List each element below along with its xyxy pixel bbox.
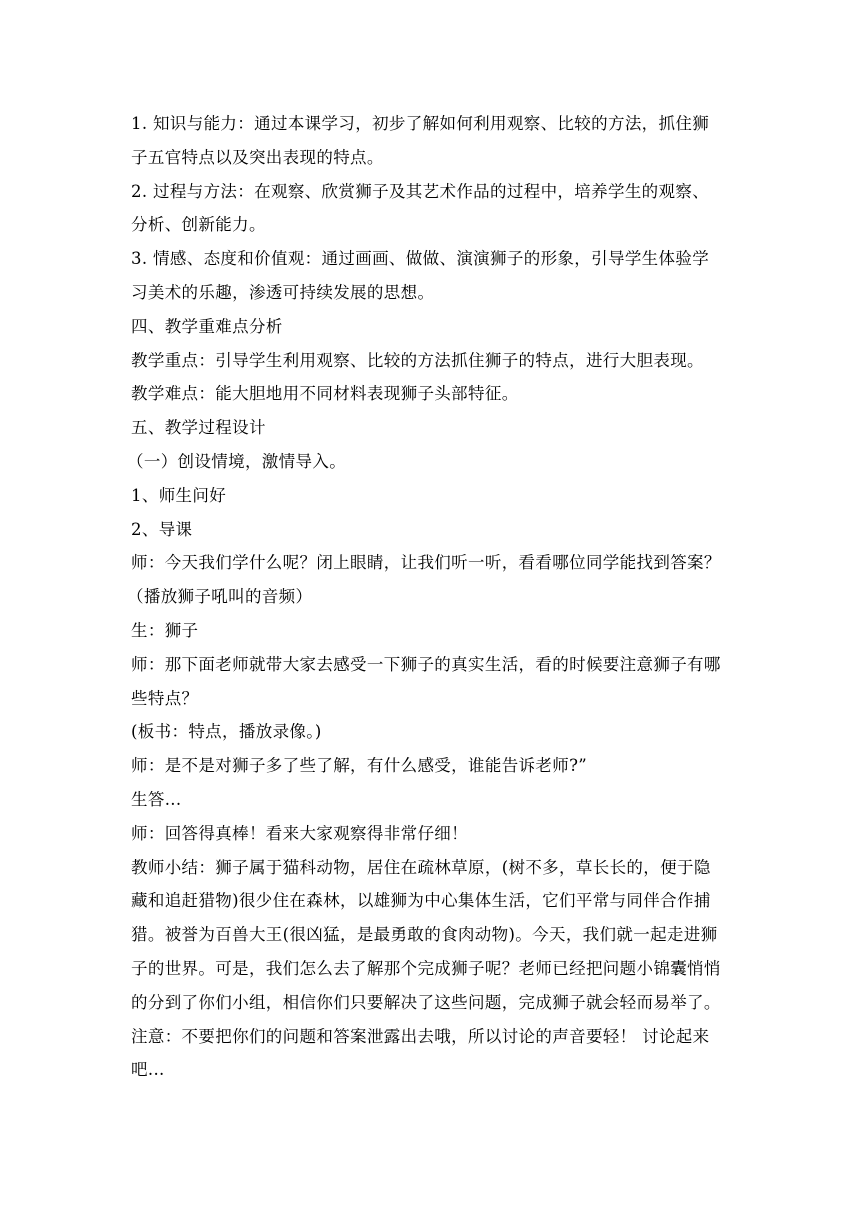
- text-line: 2、导课: [131, 519, 193, 539]
- section-heading: 四、教学重难点分析: [131, 316, 283, 336]
- text-line: 生答...: [131, 789, 182, 809]
- text-line: 3. 情感、态度和价值观：通过画画、做做、演演狮子的形象，引导学生体验学: [131, 249, 710, 269]
- text-line: 些特点？: [131, 688, 199, 708]
- text-line: 1. 知识与能力：通过本课学习，初步了解如何利用观察、比较的方法，抓住狮: [131, 114, 710, 133]
- section-heading: 五、教学过程设计: [131, 418, 266, 438]
- text-line: 教师小结：狮子属于猫科动物，居住在疏林草原，(树不多，草长长的，便于隐: [131, 857, 711, 877]
- text-line: 猎。被誉为百兽大王(很凶猛，是最勇敢的食肉动物)。今天，我们就一起走进狮: [131, 925, 718, 945]
- text-line: 教学难点：能大胆地用不同材料表现狮子头部特征。: [131, 384, 519, 404]
- text-line: 师：是不是对狮子多了些了解，有什么感受，谁能告诉老师?”: [131, 756, 588, 776]
- text-line: 师：那下面老师就带大家去感受一下狮子的真实生活，看的时候要注意狮子有哪: [131, 654, 721, 674]
- text-line: 教学重点：引导学生利用观察、比较的方法抓住狮子的特点，进行大胆表现。: [131, 350, 704, 370]
- text-line: （播放狮子吼叫的音频）: [127, 587, 313, 607]
- text-line: 的分到了你们小组，相信你们只要解决了这些问题，完成狮子就会轻而易举了。: [131, 992, 721, 1012]
- text-line: 吧...: [131, 1060, 165, 1080]
- text-line: 注意：不要把你们的问题和答案泄露出去哦，所以讨论的声音要轻！ 讨论起来: [131, 1026, 710, 1046]
- text-line: 子五官特点以及突出表现的特点。: [131, 147, 384, 167]
- text-line: 2. 过程与方法：在观察、欣赏狮子及其艺术作品的过程中，培养学生的观察、: [131, 181, 710, 201]
- text-line: 生：狮子: [131, 620, 199, 640]
- text-line: 习美术的乐趣，渗透可持续发展的思想。: [131, 282, 435, 302]
- subsection-heading: （一）创设情境，激情导入。: [127, 451, 347, 471]
- text-line: 藏和追赶猎物)很少住在森林，以雄狮为中心集体生活，它们平常与同伴合作捕: [131, 891, 711, 911]
- text-line: 子的世界。可是，我们怎么去了解那个完成狮子呢？老师已经把问题小锦囊悄悄: [131, 958, 721, 978]
- text-line: 师：今天我们学什么呢？闭上眼睛，让我们听一听，看看哪位同学能找到答案？: [131, 553, 721, 573]
- text-line: 师：回答得真棒！看来大家观察得非常仔细！: [131, 823, 468, 843]
- text-line: (板书：特点，播放录像。): [131, 722, 322, 742]
- document-body: [127, 107, 731, 1087]
- text-line: 1、师生问好: [131, 485, 227, 505]
- text-line: 分析、创新能力。: [131, 215, 266, 235]
